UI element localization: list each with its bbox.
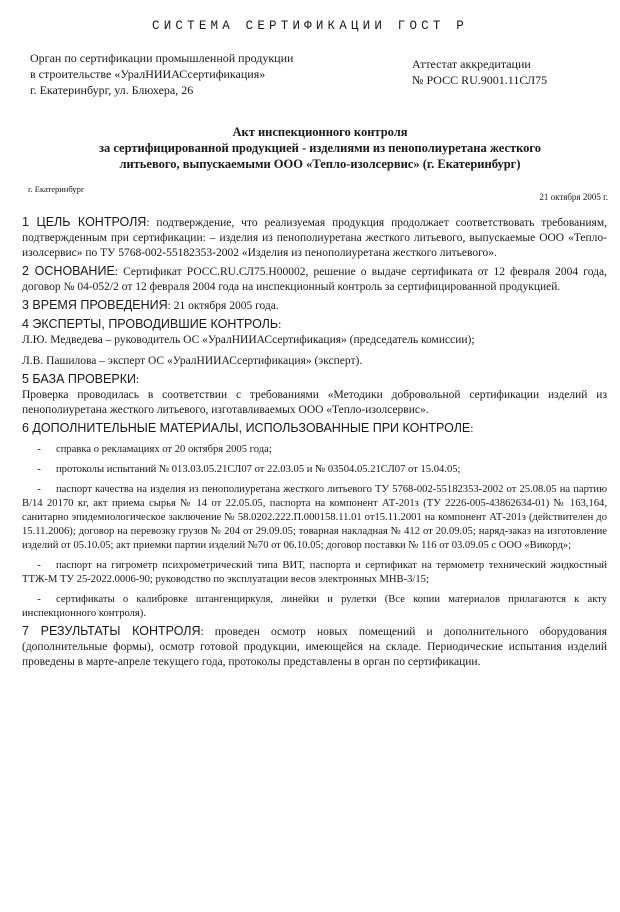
bullet: - bbox=[37, 464, 41, 475]
base-text: Проверка проводилась в соответствии с требованиями «Методики добровольной сертификации изделий из пенополиуретана жесткого литьевого, изготавливаемых ООО «Тепло-изолсервис». bbox=[22, 389, 607, 416]
bullet: - bbox=[37, 594, 41, 605]
material-text: паспорт качества на изделия из пенополиуретана жесткого литьевого ТУ 5768-002-55182353-2002 от 25.08.05 на партию В/14 20170 кг, акт приема сырья № 14 от 22.05.05, паспорта на компонент АТ-201з (ТУ 2226-005-43862634-01) № 163,164, санитарно эпидемиологическое заключение № 58.0202.222.П.000158.11.01 от15.11.2001 на компонент АТ-201з (действителен до 15.11.2006); договор на перевозку грузов № 204 от 29.09.05; товарная накладная № 412 от 20.09.05; наряд-заказ на изготовление изделий от 05.10.05; акт приемки партии изделий №70 от 06.10.05; договор поставки № 116 от 03.09.05 с ООО «Викорд»; bbox=[22, 484, 607, 551]
material-item bbox=[22, 593, 607, 621]
bullet: - bbox=[37, 444, 41, 455]
section-heading: 5 БАЗА ПРОВЕРКИ bbox=[22, 372, 136, 386]
org-line: в строительстве «УралНИИАСсертификация» bbox=[30, 67, 266, 81]
section-heading: 3 ВРЕМЯ ПРОВЕДЕНИЯ bbox=[22, 298, 168, 312]
accreditation-line: Аттестат аккредитации bbox=[412, 57, 531, 71]
material-text: паспорт на гигрометр психрометрический типа ВИТ, паспорта и сертификат на термометр технический жидкостный ТТЖ-М ТУ 25-2022.0006-90; руководство по эксплуатации весов электронных МНВ-3/15; bbox=[22, 560, 607, 585]
material-text: справка о рекламациях от 20 октября 2005 года; bbox=[56, 444, 272, 455]
section-heading: 4 ЭКСПЕРТЫ, ПРОВОДИВШИЕ КОНТРОЛЬ bbox=[22, 317, 279, 331]
section-text: : bbox=[278, 319, 282, 331]
section-materials bbox=[22, 421, 607, 621]
section-results bbox=[22, 624, 607, 670]
section-heading: 2 ОСНОВАНИЕ bbox=[22, 264, 115, 278]
org-line: Орган по сертификации промышленной продукции bbox=[30, 51, 294, 65]
section-text: : подтверждение, что реализуемая продукция продолжает соответствовать требованиям, подтвержденным при сертификации: – изделия из пенополиуретана жесткого литьевого, выпускаемые ООО «Тепло-изолсервис» по ТУ 5768-002-55182353-2002 «Изделия из пенополиуретана жесткого литьевого». bbox=[22, 217, 608, 259]
certification-system-heading: СИСТЕМА СЕРТИФИКАЦИИ ГОСТ Р bbox=[152, 19, 468, 33]
bullet: - bbox=[37, 560, 41, 571]
document-date: 21 октября 2005 г. bbox=[539, 192, 608, 202]
org-line: г. Екатеринбург, ул. Блюхера, 26 bbox=[30, 83, 194, 97]
expert-entry: Л.В. Пашилова – эксперт ОС «УралНИИАСсертификация» (эксперт). bbox=[22, 355, 363, 367]
bullet: - bbox=[37, 484, 41, 495]
section-text: : bbox=[470, 423, 474, 435]
accreditation-block bbox=[412, 56, 547, 88]
section-basis bbox=[22, 264, 607, 295]
material-item bbox=[22, 463, 607, 477]
material-item bbox=[22, 559, 607, 587]
section-purpose bbox=[22, 215, 607, 261]
section-heading: 1 ЦЕЛЬ КОНТРОЛЯ bbox=[22, 215, 147, 229]
document-title bbox=[40, 124, 600, 172]
title-line: литьевого, выпускаемыми ООО «Тепло-изолсервис» (г. Екатеринбург) bbox=[119, 157, 521, 171]
material-text: сертификаты о калибровке штангенциркуля, линейки и рулетки (Все копии материалов прилагаются к акту инспекционного контроля). bbox=[22, 594, 607, 619]
section-text: : Сертификат РОСС.RU.СЛ75.Н00002, решение о выдаче сертификата от 12 февраля 2004 года, договор № 04-052/2 от 12 февраля 2004 года на инспекционный контроль за сертифицированной продукцией. bbox=[22, 266, 607, 293]
section-text: : bbox=[135, 374, 140, 386]
section-experts bbox=[22, 317, 607, 369]
section-heading: 6 ДОПОЛНИТЕЛЬНЫЕ МАТЕРИАЛЫ, ИСПОЛЬЗОВАННЫЕ ПРИ КОНТРОЛЕ bbox=[22, 421, 471, 435]
section-base bbox=[22, 372, 607, 418]
expert-entry: Л.Ю. Медведева – руководитель ОС «УралНИИАСсертификация» (председатель комиссии); bbox=[22, 334, 475, 346]
title-line: Акт инспекционного контроля bbox=[232, 125, 408, 139]
section-heading: 7 РЕЗУЛЬТАТЫ КОНТРОЛЯ bbox=[22, 624, 201, 638]
section-text: : 21 октября 2005 года. bbox=[167, 300, 279, 312]
accreditation-number: № РОСС RU.9001.11СЛ75 bbox=[412, 73, 548, 87]
material-text: протоколы испытаний № 013.03.05.21СЛ07 от 22.03.05 и № 03504.05.21СЛ07 от 15.04.05; bbox=[56, 464, 461, 475]
section-time bbox=[22, 298, 607, 314]
document-body bbox=[22, 212, 607, 670]
document-city: г. Екатеринбург bbox=[28, 184, 85, 194]
title-line: за сертифицированной продукцией - изделиями из пенополиуретана жесткого bbox=[98, 141, 542, 155]
organization-address bbox=[30, 50, 293, 98]
material-item bbox=[22, 443, 607, 457]
section-text: : проведен осмотр новых помещений и дополнительного оборудования (дополнительные формы), осмотр готовой продукции, имеющейся на складе. Периодические испытания изделий проведены в марте-апреле текущего года, протоколы представлены в орган по сертификации. bbox=[22, 626, 607, 668]
material-item bbox=[22, 483, 607, 553]
